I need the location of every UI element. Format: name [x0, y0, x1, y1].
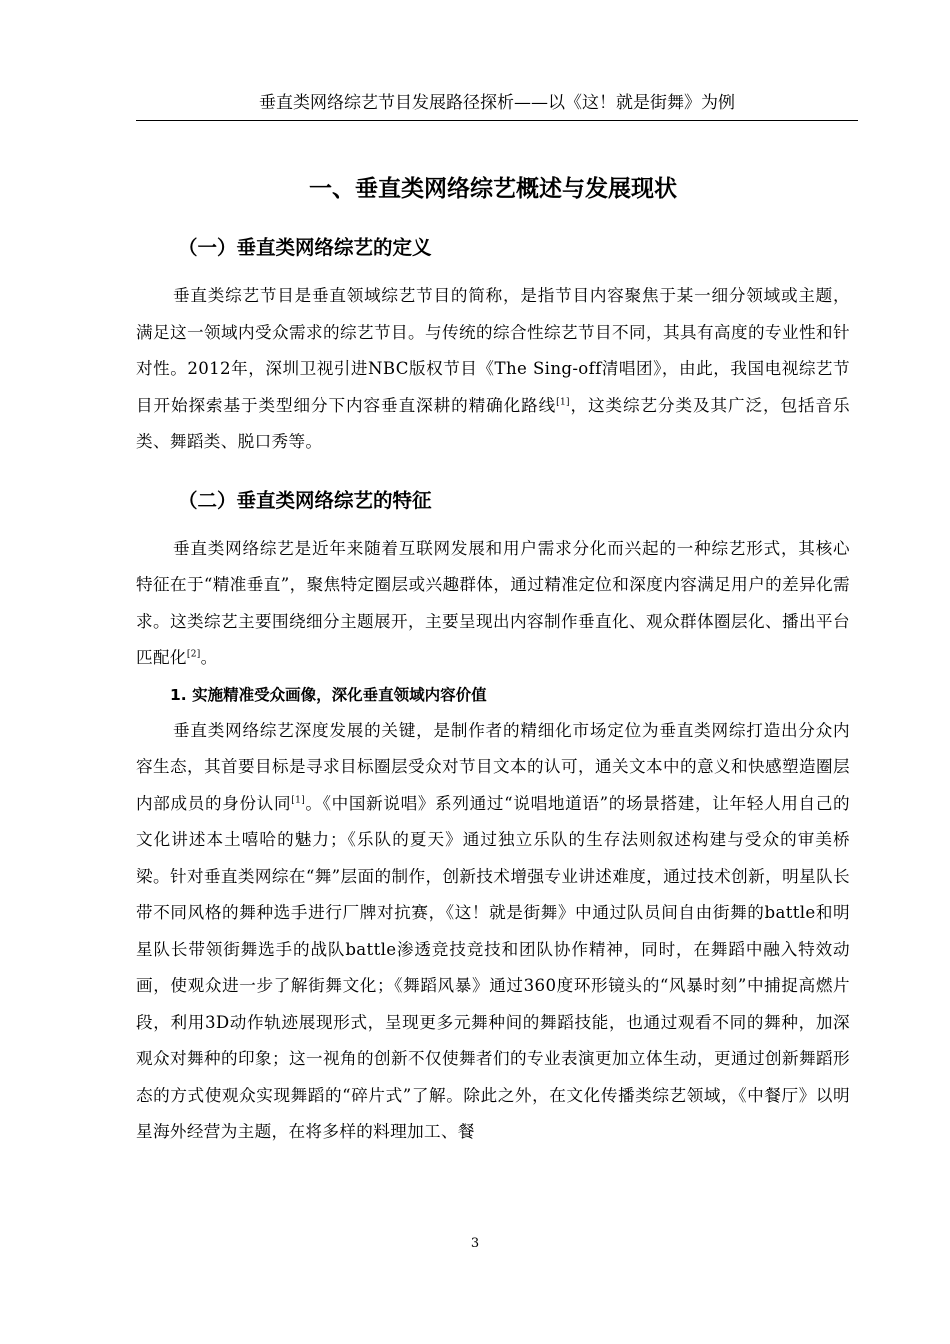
paragraph-text: 垂直类综艺节目是垂直领域综艺节目的简称，是指节目内容聚焦于某一细分领域或主题，满足这一领域内受众需求的综艺节目。与传统的综合性综艺节目不同，其具有高度的专业性和针对性。2012年，深圳卫视引进NBC版权节目《The Sing-off清唱团》，由此，我国电视综艺节目开始探索基于类型细分下内容垂直深耕的精确化路线 — [136, 286, 850, 415]
paragraph-text: ，这类综艺分类及其广泛，包括音乐类、舞蹈类、脱口秀等。 — [136, 395, 850, 451]
section-title-definition: （一）垂直类网络综艺的定义 — [178, 236, 432, 259]
paragraph-text: 。《中国新说唱》系列通过“说唱地道语”的场景搭建，让年轻人用自己的文化讲述本土嘻哈的魅力；《乐队的夏天》通过独立乐队的生存法则叙述构建与受众的审美桥梁。针对垂直类网综在“舞”层面的制作，创新技术增强专业讲述难度，通过技术创新，明星队长带不同风格的舞种选手进行厂牌对抗赛，《这！就是街舞》中通过队员间自由街舞的battle和明星队长带领街舞选手的战队battle渗透竞技竞技和团队协作精神，同时，在舞蹈中融入特效动画，使观众进一步了解街舞文化；《舞蹈风暴》通过360度环形镜头的“风暴时刻”中捕捉高燃片段，利用3D动作轨迹展现形式，呈现更多元舞种间的舞蹈技能，也通过观看不同的舞种，加深观众对舞种的印象；这一视角的创新不仅使舞者们的专业表演更加立体生动，更通过创新舞蹈形态的方式使观众实现舞蹈的“碎片式”了解。除此之外，在文化传播类综艺领域，《中餐厅》以明星海外经营为主题，在将多样的料理加工、餐 — [136, 793, 850, 1141]
page-number: 3 — [470, 1236, 480, 1251]
paragraph-text: 。 — [200, 648, 218, 667]
running-title: 垂直类网络综艺节目发展路径探析——以《这！就是街舞》为例 — [259, 93, 735, 113]
paragraph-features — [136, 531, 850, 677]
paragraph-definition — [136, 278, 850, 461]
chapter-title: 一、垂直类网络综艺概述与发展现状 — [309, 176, 677, 202]
running-header — [136, 92, 858, 121]
section-title-features: （二）垂直类网络综艺的特征 — [178, 488, 432, 512]
paragraph-text: 垂直类网络综艺是近年来随着互联网发展和用户需求分化而兴起的一种综艺形式，其核心特征在于“精准垂直”，聚焦特定圈层或兴趣群体，通过精准定位和深度内容满足用户的差异化需求。这类综艺主要围绕细分主题展开，主要呈现出内容制作垂直化、观众群体圈层化、播出平台匹配化 — [136, 538, 850, 667]
paragraph-text: 垂直类网络综艺深度发展的关键，是制作者的精细化市场定位为垂直类网综打造出分众内容生态，其首要目标是寻求目标圈层受众对节目文本的认可，通关文本中的意义和快感塑造圈层内部成员的身份认同 — [136, 720, 850, 813]
citation-marker: [1] — [556, 396, 570, 407]
citation-marker: [1] — [291, 794, 306, 805]
page-body — [136, 172, 850, 1151]
subsection-title-audience-profiling: 1. 实施精准受众画像，深化垂直领域内容价值 — [170, 685, 487, 704]
paragraph-audience-profiling — [136, 713, 850, 1151]
citation-marker: [2] — [186, 649, 201, 660]
